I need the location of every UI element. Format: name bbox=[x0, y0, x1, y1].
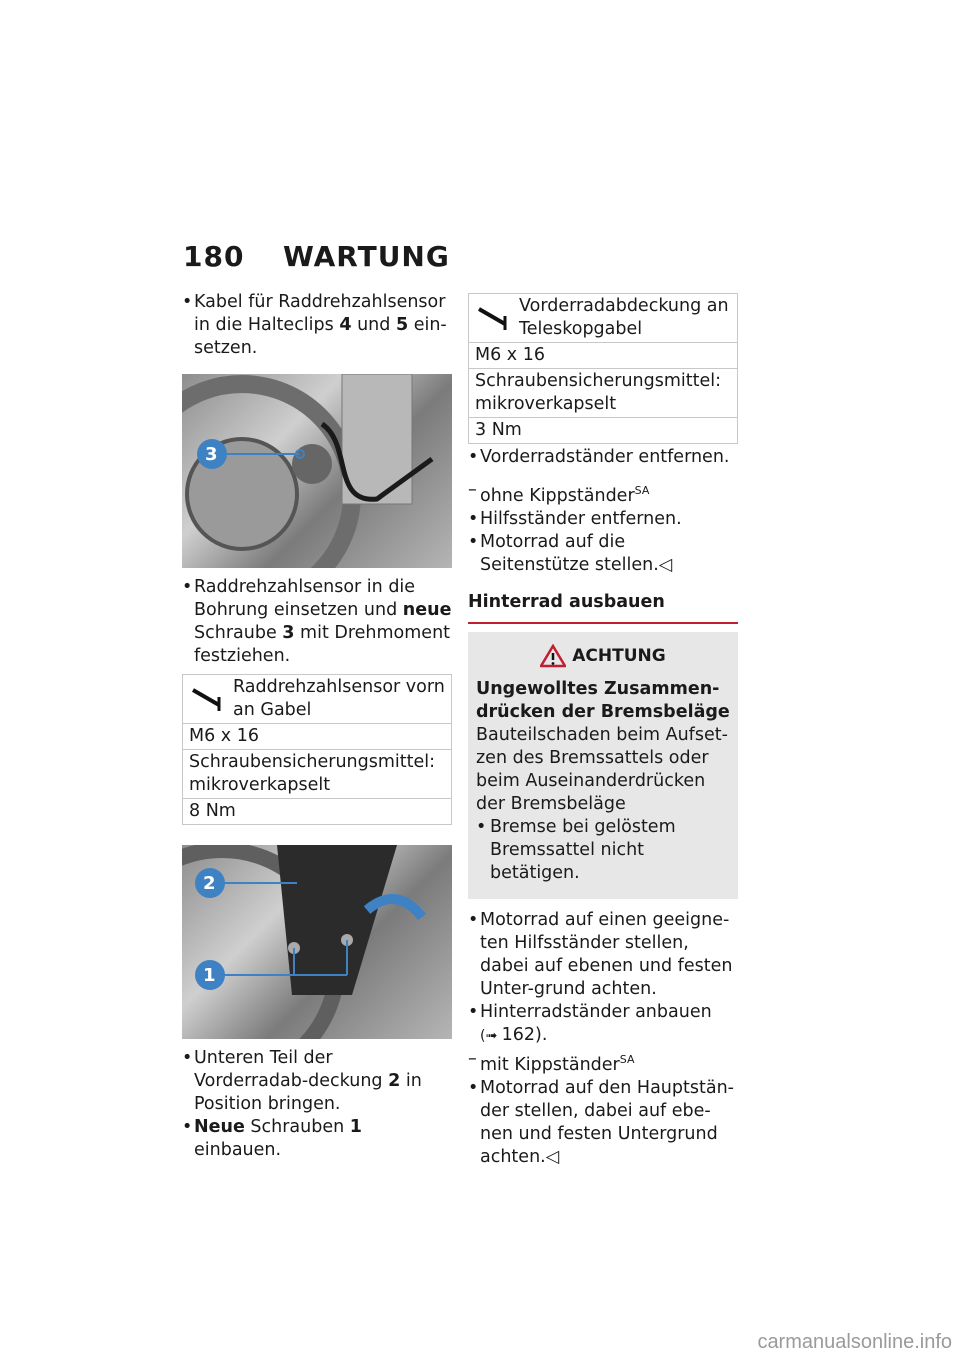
warning-triangle-icon bbox=[540, 644, 566, 668]
callout-1: 1 bbox=[203, 965, 216, 986]
torque-title-row: Raddrehzahlsensor vorn an Gabel bbox=[183, 675, 451, 724]
photo-illustration bbox=[182, 374, 452, 568]
step-side-stand: • Motorrad auf die Seitenstütze stellen.◁ bbox=[468, 531, 738, 577]
watermark: carmanualsonline.info bbox=[757, 1331, 952, 1353]
page-number: 180 bbox=[183, 240, 245, 273]
warning-bullet: • Bremse bei gelöstem Bremssattel nicht betätigen. bbox=[476, 816, 730, 885]
step-remove-aux-stand: • Hilfsständer entfernen. bbox=[468, 508, 738, 531]
condition-without-stand: – ohne Kippständer$^{SA}$ bbox=[468, 479, 738, 508]
section-heading: Hinterrad ausbauen bbox=[468, 591, 738, 624]
step-remove-front-stand: • Vorderradständer entfernen. bbox=[468, 446, 738, 469]
photo-fender bbox=[182, 845, 452, 1039]
torque-size: M6 x 16 bbox=[469, 343, 737, 369]
condition-with-stand: – mit Kippständer$^{SA}$ bbox=[468, 1048, 738, 1077]
photo-illustration bbox=[182, 845, 452, 1039]
torque-value: 3 Nm bbox=[469, 418, 737, 444]
torque-agent: Schraubensicherungsmittel: mikroverkapselt bbox=[469, 369, 737, 418]
photo-wheel-speed-sensor bbox=[182, 374, 452, 568]
step-cable-clips: • Kabel für Raddrehzahlsensor in die Halteclips 4 und 5 ein-setzen. bbox=[182, 291, 452, 360]
step-new-screws: • Neue Schrauben 1 einbauen. bbox=[182, 1116, 452, 1162]
torque-title-row: Vorderradabdeckung an Teleskopgabel bbox=[469, 294, 737, 343]
page-header bbox=[183, 240, 450, 273]
page-ref-arrow-icon: (➟ bbox=[480, 1027, 502, 1044]
callout-2: 2 bbox=[203, 873, 216, 894]
callout-3: 3 bbox=[205, 444, 218, 465]
warning-header: ACHTUNG bbox=[476, 644, 730, 668]
torque-table-fender bbox=[468, 293, 738, 444]
step-aux-stand: • Motorrad auf einen geeigne-ten Hilfsständer stellen, dabei auf ebenen und festen Unter-grund achten. bbox=[468, 909, 738, 1001]
step-install-sensor: • Raddrehzahlsensor in die Bohrung einsetzen und neue Schraube 3 mit Drehmoment festziehen. bbox=[182, 576, 452, 668]
step-rear-stand: • Hinterradständer anbauen (➟ 162). bbox=[468, 1001, 738, 1048]
torque-agent: Schraubensicherungsmittel: mikroverkapselt bbox=[183, 750, 451, 799]
warning-box bbox=[468, 632, 738, 899]
warning-body: Bauteilschaden beim Aufset-zen des Bremssattels oder beim Auseinanderdrücken der Bremsbeläge bbox=[476, 724, 728, 814]
torque-value: 8 Nm bbox=[183, 799, 451, 825]
step-main-stand: • Motorrad auf den Hauptstän-der stellen, dabei auf ebe-nen und festen Untergrund achten.◁ bbox=[468, 1077, 738, 1169]
torque-table-sensor bbox=[182, 674, 452, 825]
warning-title: Ungewolltes Zusammen-drücken der Bremsbeläge bbox=[476, 678, 730, 722]
right-column bbox=[468, 291, 738, 1169]
wrench-icon bbox=[477, 306, 513, 330]
torque-size: M6 x 16 bbox=[183, 724, 451, 750]
page-title: WARTUNG bbox=[283, 240, 450, 273]
wrench-icon bbox=[191, 687, 227, 711]
left-column bbox=[182, 291, 452, 1162]
step-lower-fender: • Unteren Teil der Vorderradab-deckung 2 in Position bringen. bbox=[182, 1047, 452, 1116]
